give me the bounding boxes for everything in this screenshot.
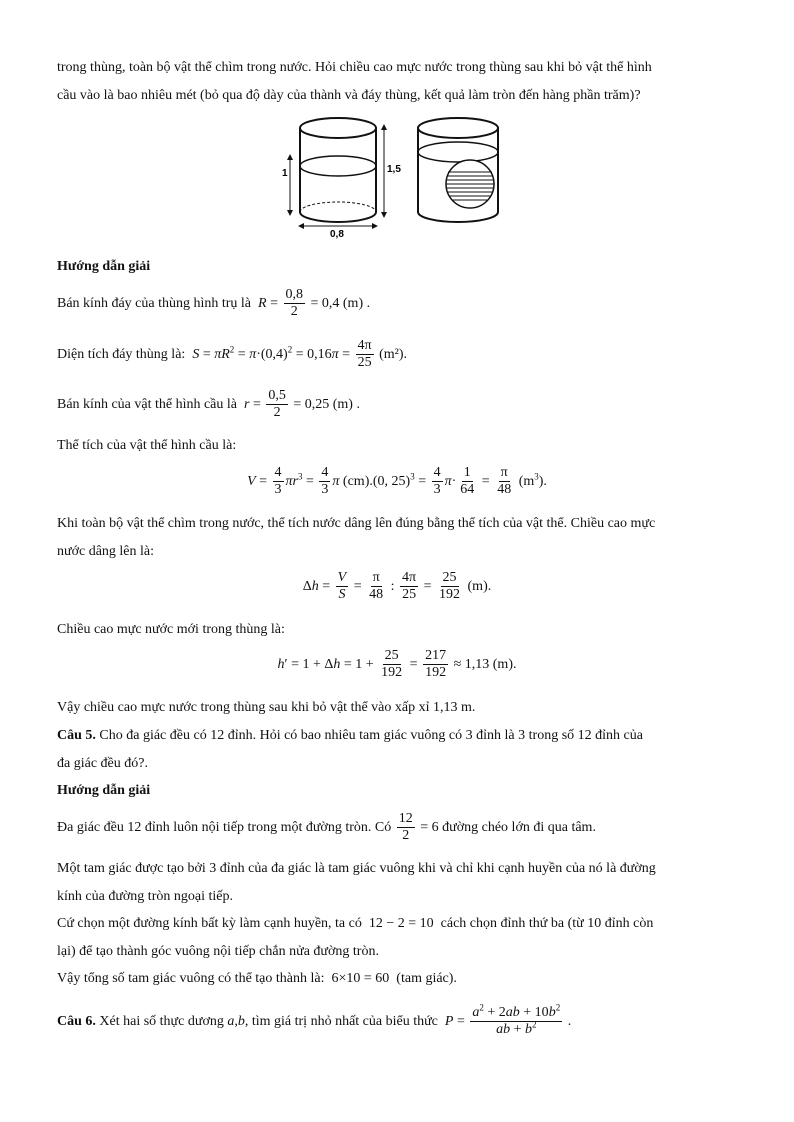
- q5-paragraph-2-line-2: kính của đường tròn ngoại tiếp.: [57, 889, 233, 904]
- q5-paragraph-1: Đa giác đều 12 đỉnh luôn nội tiếp trong một đường tròn. Có $\frac{12}{2}$ = 6 đường chéo lớn đi qua tâm.: [57, 810, 596, 844]
- tank-height-label: 1,5: [387, 164, 401, 175]
- step-new-height-text: Chiều cao mực nước mới trong thùng là:: [57, 622, 285, 637]
- step-radius-sphere: Bán kính của vật thể hình cầu là r = $\frac{0,5}{2}$ = 0,25 (m) .: [57, 387, 360, 421]
- step-volume-text: Thể tích của vật thể hình cầu là:: [57, 438, 237, 453]
- formula-volume: V = $\frac{4}{3}$ $\pi r^3$ = $\frac{4}{3}$ π (cm).(0, 25)$^3$ = $\frac{4}{3}$ π· $\frac{1}{64}$ = $\frac{\pi}{48}$ $(m^3)$.: [247, 464, 547, 498]
- step-rise-line-1: Khi toàn bộ vật thể chìm trong nước, thể tích nước dâng lên đúng bằng thể tích của vật thể. Chiều cao mực: [57, 516, 656, 531]
- step-radius-base: Bán kính đáy của thùng hình trụ là R = $\frac{0,8}{2}$ = 0,4 (m) .: [57, 286, 371, 320]
- formula-delta-h: Δh = $\frac{V}{S}$ = $\frac{\pi}{48}$ : $\frac{4\pi}{25}$ = $\frac{25}{192}$ (m).: [302, 569, 492, 603]
- diameter-label: 0,8: [330, 229, 344, 240]
- empty-cylinder: [287, 118, 387, 229]
- q5-paragraph-2-line-1: Một tam giác được tạo bởi 3 đỉnh của đa giác là tam giác vuông khi và chỉ khi cạnh huyền của nó là đường: [57, 861, 656, 876]
- intro-line-1: trong thùng, toàn bộ vật thể chìm trong nước. Hỏi chiều cao mực nước trong thùng sau khi bỏ vật thể hình: [57, 60, 652, 75]
- intro-line-2: cầu vào là bao nhiêu mét (bỏ qua độ dày của thành và đáy thùng, kết quả làm tròn đến hàng phần trăm)?: [57, 88, 641, 103]
- q5-paragraph-3-line-2: lại) để tạo thành góc vuông nội tiếp chắn nửa đường tròn.: [57, 944, 379, 959]
- cylinders-figure: [280, 112, 510, 242]
- q5-total: Vậy tổng số tam giác vuông có thể tạo thành là: 6×10 = 60 (tam giác).: [57, 971, 457, 986]
- q4-conclusion: Vậy chiều cao mực nước trong thùng sau khi bỏ vật thể vào xấp xỉ 1,13 m.: [57, 700, 476, 715]
- q5-paragraph-3-line-1: Cứ chọn một đường kính bất kỳ làm cạnh huyền, ta có 12 − 2 = 10 cách chọn đỉnh thứ ba (từ 10 đỉnh còn: [57, 916, 654, 931]
- q6-statement: Câu 6. Xét hai số thực dương a,b, tìm giá trị nhỏ nhất của biểu thức P = $\frac{a^2 + 2ab + 10b^2}{ab + b^2}$ .: [57, 1001, 572, 1038]
- q5-line-2: đa giác đều đó?.: [57, 756, 148, 771]
- q4-solution-heading: Hướng dẫn giải: [57, 259, 151, 274]
- step-rise-line-2: nước dâng lên là:: [57, 544, 155, 559]
- height-label: 1: [282, 168, 288, 179]
- q5-solution-heading: Hướng dẫn giải: [57, 783, 151, 798]
- formula-new-height: h′ = 1 + Δh = 1 + $\frac{25}{192}$ = $\frac{217}{192}$ ≈ 1,13 (m).: [277, 647, 517, 681]
- q5-line-1: Câu 5. Cho đa giác đều có 12 đỉnh. Hỏi có bao nhiêu tam giác vuông có 3 đỉnh là 3 trong số 12 đỉnh của: [57, 728, 643, 743]
- cylinder-with-sphere: [418, 118, 498, 222]
- step-base-area: Diện tích đáy thùng là: $S = \pi R^2 = \pi\cdot(0,4)^2 = 0,16\pi$ = $\frac{4\pi}{25}$ (m²).: [57, 337, 408, 371]
